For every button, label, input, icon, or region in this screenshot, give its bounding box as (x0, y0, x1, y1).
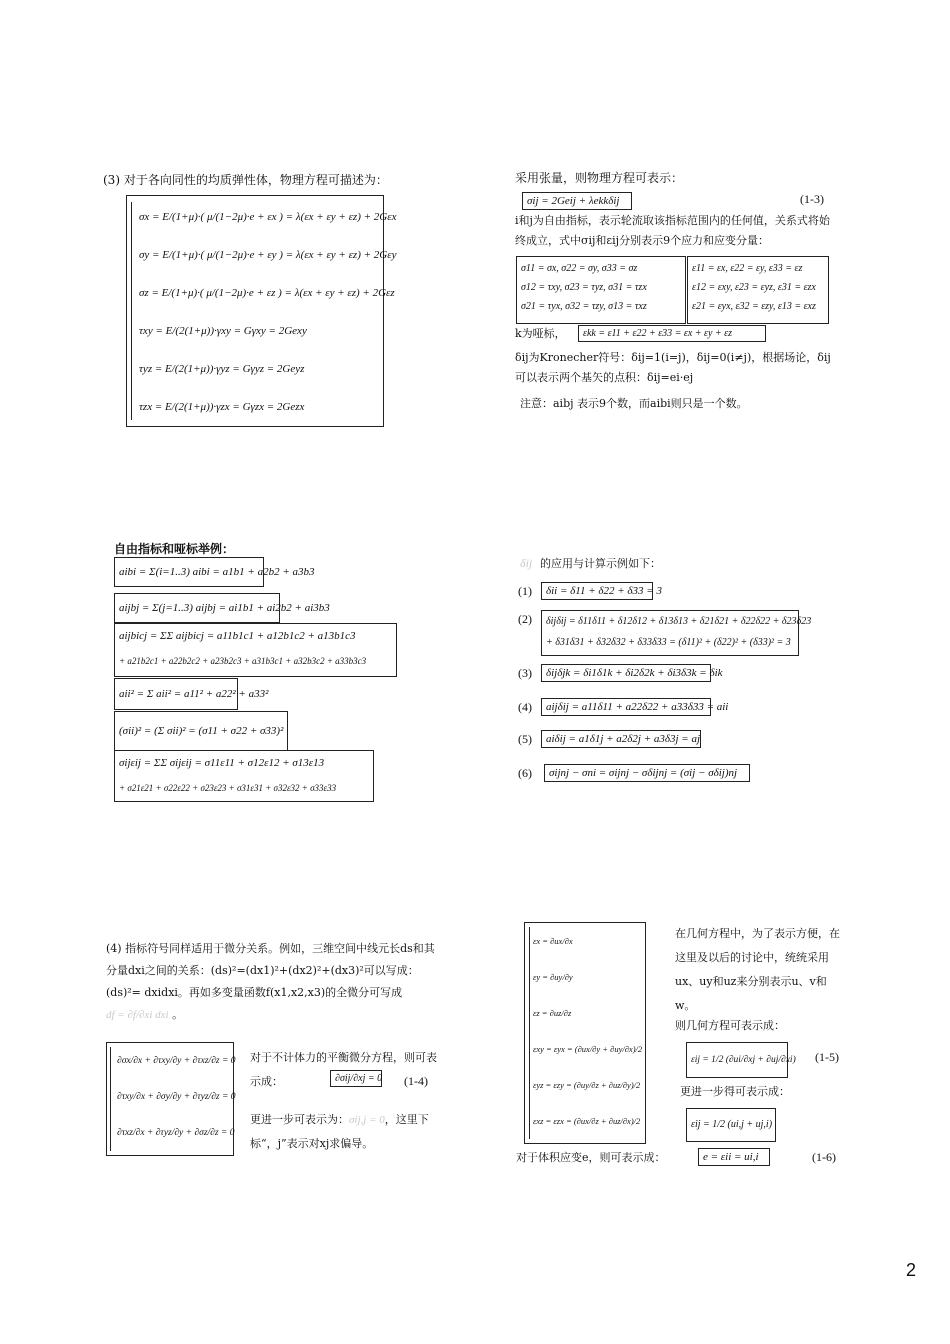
geometric-further-text: 更进一步得可表示成： (680, 1085, 790, 1098)
strain-row: ε21 = εyx, ε32 = εzy, ε13 = εxz (692, 301, 816, 312)
geometric-ey: εy = ∂uy/∂y (533, 972, 573, 982)
differential-intro-end: 。 (172, 1008, 184, 1021)
isotropic-equations-box (126, 195, 397, 427)
stress-components-box (516, 256, 686, 324)
differential-intro (106, 938, 440, 1026)
equation-list (135, 198, 397, 426)
physical-eq-intro: (3) 对于各向同性的均质弹性体，物理方程可描述为： (103, 173, 388, 187)
eq-tag-1-5: (1-5) (815, 1050, 839, 1064)
equilibrium-faint-eq: σij,j = 0 (349, 1114, 385, 1126)
strain-row: ε11 = εx, ε22 = εy, ε33 = εz (692, 263, 803, 274)
example-row-3b: + a21b2c1 + a22b2c2 + a23b2c3 + a31b3c1 + a32b3c2 + a33b3c3 (119, 656, 367, 666)
equilibrium-z: ∂τxz/∂x + ∂τyz/∂y + ∂σz/∂z = 0 (117, 1128, 235, 1138)
dummy-index-equation: εkk = ε11 + ε22 + ε33 = εx + εy + εz (578, 325, 766, 342)
kronecker-text: δij为Kronecher符号：δij=1(i=j)，δij=0(i≠j)，根据场论，δij可以表示两个基矢的点积：δij=ei·ej (515, 351, 831, 384)
brace (131, 202, 134, 420)
equation-tau-zx: τzx = E/(2(1+μ))·γzx = Gγzx = 2Gezx (139, 401, 305, 413)
equilibrium-further-text: 更进一步可表示为： (250, 1113, 349, 1126)
example-row-4: aii² = Σ aii² = a11² + a22² + a33² (114, 678, 238, 710)
brace (529, 927, 530, 1139)
geometric-tensor-intro: 则几何方程可表示成： (675, 1019, 785, 1032)
item-label-6: (6) (518, 766, 532, 780)
item-eq-3: δijδjk = δi1δ1k + δi2δ2k + δi3δ3k = δik (541, 664, 711, 682)
example-row-6a: σijεij = ΣΣ σijεij = σ11ε11 + σ12ε12 + σ13ε13 (119, 757, 325, 769)
free-dummy-title: 自由指标和哑标举例： (114, 542, 235, 556)
dummy-index-label: k为哑标， (515, 327, 566, 340)
item-eq-2-box (541, 610, 812, 656)
item-label-2: (2) (518, 612, 532, 626)
geometric-comma-eq: εij = 1/2 (ui,j + uj,i) (686, 1108, 776, 1142)
stress-row: σ11 = σx, σ22 = σy, σ33 = σz (521, 263, 638, 274)
page-number: 2 (906, 1260, 917, 1280)
equilibrium-further-end: ，这里下标“，j”表示对xj求偏导。 (250, 1113, 429, 1150)
equilibrium-tensor-eq: ∂σij/∂xj = 0 (330, 1070, 382, 1087)
tensor-intro: 采用张量，则物理方程可表示： (515, 171, 684, 185)
equilibrium-text: 对于不计体力的平衡微分方程，则可表示成： (250, 1051, 437, 1088)
equation-sigma-z: σz = E/(1+μ)·( μ/(1−2μ)·e + εz ) = λ(εx + εy + εz) + 2Gεz (139, 287, 395, 299)
item-eq-1: δii = δ11 + δ22 + δ33 = 3 (541, 582, 653, 600)
tensor-physical-equation: σij = 2Geij + λekkδij (522, 192, 632, 210)
item-label-4: (4) (518, 700, 532, 714)
equilibrium-list (111, 1043, 236, 1151)
item-eq-2a: δijδij = δ11δ11 + δ12δ12 + δ13δ13 + δ21δ21 + δ22δ22 + δ23δ23 (546, 616, 812, 627)
equilibrium-further (250, 1108, 442, 1156)
equation-tau-xy: τxy = E/(2(1+μ))·γxy = Gγxy = 2Gexy (139, 325, 307, 337)
note-text: 注意：aibj 表示9个数，而aibi则只是一个数。 (520, 397, 748, 410)
example-row-6b: + σ21ε21 + σ22ε22 + σ23ε23 + σ31ε31 + σ32ε32 + σ33ε33 (119, 783, 337, 793)
stress-row: σ12 = τxy, σ23 = τyz, σ31 = τzx (521, 282, 647, 293)
item-eq-6: σijnj − σni = σijnj − σδijnj = (σij − σδij)nj (544, 764, 750, 782)
item-label-1: (1) (518, 584, 532, 598)
item-label-5: (5) (518, 732, 532, 746)
volume-strain-text: 对于体积应变e，则可表示成： (516, 1151, 666, 1164)
kronecker-faint-symbol: δij (520, 556, 533, 570)
strain-components-box (687, 256, 829, 324)
example-row-2: aijbj = Σ(j=1..3) aijbj = ai1b1 + ai2b2 + ai3b3 (114, 593, 280, 623)
geometric-ex: εx = ∂ux/∂x (533, 936, 573, 946)
example-row-1: aibi = Σ(i=1..3) aibi = a1b1 + a2b2 + a3b3 (114, 557, 264, 587)
geometric-text: 在几何方程中，为了表示方便，在这里及以后的讨论中，统统采用ux、uy和uz来分别表示u、v和w。 (675, 927, 840, 1012)
example-row-6-box (114, 750, 374, 802)
geometric-equations-box (524, 922, 646, 1144)
geometric-ez: εz = ∂uz/∂z (533, 1008, 572, 1018)
eq-tag-1-6: (1-6) (812, 1150, 836, 1164)
differential-faint-formula: df = ∂f/∂xi dxi (106, 1009, 169, 1021)
example-row-3-box (114, 623, 397, 677)
item-eq-2b: + δ31δ31 + δ32δ32 + δ33δ33 = (δ11)² + (δ22)² + (δ33)² = 3 (546, 637, 791, 648)
strain-row: ε12 = εxy, ε23 = εyz, ε31 = εzx (692, 282, 816, 293)
brace (110, 1047, 111, 1151)
example-row-3a: aijbicj = ΣΣ aijbicj = a11b1c1 + a12b1c2 + a13b1c3 (119, 630, 356, 642)
example-row-5: (σii)² = (Σ σii)² = (σ11 + σ22 + σ33)² (114, 711, 288, 751)
geometric-exy: εxy = εyx = (∂ux/∂y + ∂uy/∂x)/2 (533, 1044, 643, 1054)
stress-row: σ21 = τyx, σ32 = τzy, σ13 = τxz (521, 301, 647, 312)
volume-strain-eq: e = εii = ui,i (698, 1148, 770, 1166)
item-eq-5: aiδij = a1δ1j + a2δ2j + a3δ3j = aj (541, 730, 701, 748)
equation-tau-yz: τyz = E/(2(1+μ))·γyz = Gγyz = 2Geyz (139, 363, 305, 375)
geometric-tensor-eq: εij = 1/2 (∂ui/∂xj + ∂uj/∂xi) (686, 1042, 788, 1078)
equation-sigma-x: σx = E/(1+μ)·( μ/(1−2μ)·e + εx ) = λ(εx + εy + εz) + 2Gεx (139, 211, 397, 223)
eq-tag-1-4: (1-4) (404, 1074, 428, 1088)
equilibrium-x: ∂σx/∂x + ∂τxy/∂y + ∂τxz/∂z = 0 (117, 1056, 236, 1066)
free-index-text: i和j为自由指标，表示轮流取该指标范围内的任何值，关系式将始终成立，式中σij和εij分别表示9个应力和应变分量： (515, 214, 830, 247)
kronecker-apps-intro: 的应用与计算示例如下： (540, 557, 661, 570)
geometric-list (525, 923, 645, 1139)
equation-sigma-y: σy = E/(1+μ)·( μ/(1−2μ)·e + εy ) = λ(εx + εy + εz) + 2Gεy (139, 249, 397, 261)
equilibrium-y: ∂τxy/∂x + ∂σy/∂y + ∂τyz/∂z = 0 (117, 1092, 236, 1102)
eq-tag-1-3: (1-3) (800, 192, 824, 206)
equilibrium-equations-box (106, 1042, 234, 1156)
geometric-exz: εxz = εzx = (∂ux/∂z + ∂uz/∂x)/2 (533, 1116, 641, 1126)
geometric-eyz: εyz = εzy = (∂uy/∂z + ∂uz/∂y)/2 (533, 1080, 641, 1090)
differential-intro-text: (4) 指标符号同样适用于微分关系。例如，三维空间中线元长ds和其分量dxi之间的关系：(ds)²=(dx1)²+(dx2)²+(dx3)²可以写成：(ds)²= dxidxi。再如多变量函数f(x1,x2,x3)的全微分可写成 (106, 942, 435, 999)
item-label-3: (3) (518, 666, 532, 680)
item-eq-4: aijδij = a11δ11 + a22δ22 + a33δ33 = aii (541, 698, 711, 716)
